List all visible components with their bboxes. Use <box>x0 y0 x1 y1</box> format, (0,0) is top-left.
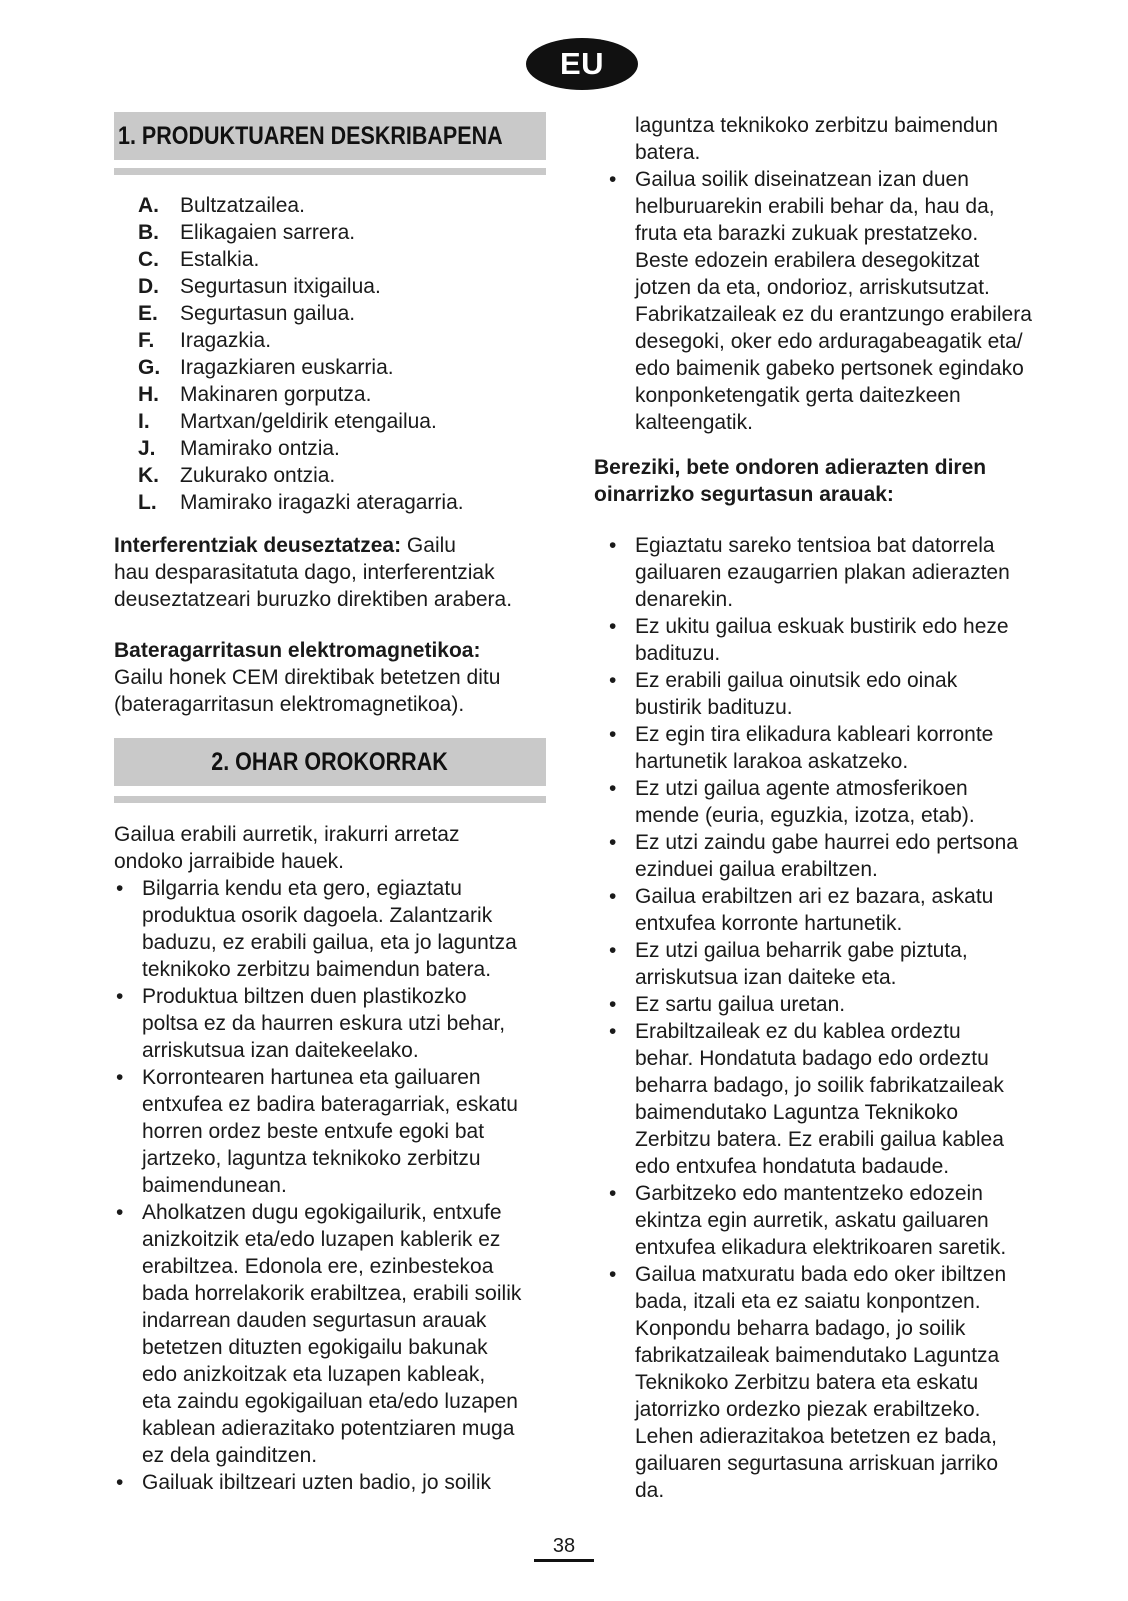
part-label: Mamirako iragazki ateragarria. <box>180 491 464 514</box>
bullet-icon: • <box>609 993 617 1016</box>
bullet-icon: • <box>609 831 617 854</box>
safety-heading-line-2: oinarrizko segurtasun arauak: <box>594 483 894 506</box>
interference-line-2: hau desparasitatuta dago, interferentziak <box>114 561 495 584</box>
bullet-line: desegoki, oker edo arduragabeagatik eta/ <box>635 330 1023 353</box>
bullet-line: baduzu, ez erabili gailua, eta jo laguntza <box>142 931 517 954</box>
part-letter: F. <box>138 329 155 352</box>
bullet-line: Gailua soilik diseinatzean izan duen <box>635 168 969 191</box>
parts-list-item <box>138 327 464 354</box>
bullet-line: betetzen dituzten egokigailu bakunak <box>142 1336 488 1359</box>
part-letter: C. <box>138 248 159 271</box>
bullet-line: Gailua matxuratu bada edo oker ibiltzen <box>635 1263 1007 1286</box>
safety-rules-list <box>607 532 1057 1504</box>
bullet-icon: • <box>609 939 617 962</box>
part-letter: E. <box>138 302 158 325</box>
bullet-line: Ez erabili gailua oinutsik edo oinak <box>635 669 958 692</box>
bullet-line: helburuarekin erabili behar da, hau da, <box>635 195 995 218</box>
bullet-line: indarrean dauden segurtasun arauak <box>142 1309 487 1332</box>
part-letter: J. <box>138 437 156 460</box>
part-letter: H. <box>138 383 159 406</box>
bullet-text <box>635 721 1057 775</box>
bullet-line: Konpondu beharra badago, jo soilik <box>635 1317 966 1340</box>
bullet-line: denarekin. <box>635 588 734 611</box>
parts-list-item <box>138 354 464 381</box>
bullet-line: baimendutako Laguntza Teknikoko <box>635 1101 959 1124</box>
bullet-icon: • <box>609 1182 617 1205</box>
bullet-line: kablean adierazitako potentziaren muga <box>142 1417 515 1440</box>
bullet-item <box>114 983 546 1064</box>
parts-list-item <box>138 489 464 516</box>
parts-list-item <box>138 192 464 219</box>
bullet-line: entxufea ez badira bateragarriak, eskatu <box>142 1093 518 1116</box>
usage-warning-list <box>607 166 1057 436</box>
bullet-line: bada, itzali eta ez saiatu konpontzen. <box>635 1290 981 1313</box>
bullet-item <box>607 166 1057 436</box>
bullet-line: Lehen adierazitakoa betetzen ez bada, <box>635 1425 997 1448</box>
safety-heading-line-1: Bereziki, bete ondoren adierazten diren <box>594 456 987 479</box>
bullet-line: ez dela gainditzen. <box>142 1444 318 1467</box>
interference-note <box>114 532 546 613</box>
part-letter: K. <box>138 464 159 487</box>
part-label: Iragazkia. <box>180 329 272 352</box>
continued-line-1: laguntza teknikoko zerbitzu baimendun <box>635 114 999 137</box>
part-letter: B. <box>138 221 159 244</box>
bullet-item <box>114 875 546 983</box>
bullet-text <box>635 991 1057 1018</box>
bullet-icon: • <box>609 777 617 800</box>
section-1-title: 1. PRODUKTUAREN DESKRIBAPENA <box>118 121 503 150</box>
bullet-line: Korrontearen hartunea eta gailuaren <box>142 1066 481 1089</box>
page-number-underline <box>534 1559 594 1562</box>
bullet-item <box>607 532 1057 613</box>
safety-heading <box>594 454 1044 508</box>
bullet-icon: • <box>609 723 617 746</box>
bullet-line: Gailuak ibiltzeari uzten badio, jo soilik <box>142 1471 492 1494</box>
bullet-line: Ez utzi gailua beharrik gabe piztuta, <box>635 939 968 962</box>
bullet-line: gailuaren ezaugarrien plakan adierazten <box>635 561 1010 584</box>
bullet-line: mende (euria, eguzkia, izotza, etab). <box>635 804 975 827</box>
parts-list-item <box>138 300 464 327</box>
bullet-line: Ez ukitu gailua eskuak bustirik edo heze <box>635 615 1009 638</box>
bullet-icon: • <box>609 534 617 557</box>
bullet-text <box>142 1199 546 1469</box>
bullet-line: produktua osorik dagoela. Zalantzarik <box>142 904 493 927</box>
bullet-line: Teknikoko Zerbitzu batera eta eskatu <box>635 1371 979 1394</box>
bullet-line: entxufea korronte hartunetik. <box>635 912 903 935</box>
bullet-text <box>635 1180 1057 1261</box>
bullet-line: entxufea elikadura elektrikoaren saretik. <box>635 1236 1007 1259</box>
part-label: Segurtasun gailua. <box>180 302 356 325</box>
bullet-line: edo baimenik gabeko pertsonek egindako <box>635 357 1024 380</box>
parts-list-item <box>138 381 464 408</box>
bullet-text <box>635 937 1057 991</box>
bullet-item <box>114 1469 546 1496</box>
bullet-line: Ez sartu gailua uretan. <box>635 993 846 1016</box>
bullet-line: arriskutsua izan daitekeelako. <box>142 1039 419 1062</box>
parts-list-item <box>138 435 464 462</box>
section-1-rule <box>114 168 546 175</box>
bullet-line: anizkoitzik eta/edo luzapen kablerik ez <box>142 1228 501 1251</box>
emc-label: Bateragarritasun elektromagnetikoa: <box>114 639 481 662</box>
bullet-line: edo entxufea hondatuta badaude. <box>635 1155 950 1178</box>
language-badge: EU <box>526 38 638 90</box>
section-2-title: 2. OHAR OROKORRAK <box>211 747 449 776</box>
bullet-item <box>607 613 1057 667</box>
general-warnings-list <box>114 875 546 1496</box>
section-1-heading <box>114 112 546 160</box>
bullet-line: Zerbitzu batera. Ez erabili gailua kablea <box>635 1128 1004 1151</box>
part-letter: I. <box>138 410 150 433</box>
bullet-line: edo anizkoitzak eta luzapen kableak, <box>142 1363 486 1386</box>
bullet-item <box>607 883 1057 937</box>
bullet-line: behar. Hondatuta badago edo ordeztu <box>635 1047 989 1070</box>
bullet-text <box>635 613 1057 667</box>
bullet-text <box>635 829 1057 883</box>
interference-line-1: Gailu <box>401 534 456 557</box>
bullet-line: fruta eta barazki zukuak prestatzeko. <box>635 222 979 245</box>
bullet-item <box>114 1064 546 1199</box>
bullet-icon: • <box>116 1066 124 1089</box>
bullet-line: kalteengatik. <box>635 411 753 434</box>
bullet-text <box>635 1261 1057 1504</box>
interference-label: Interferentziak deuseztatzea: <box>114 534 402 557</box>
bullet-line: konponketengatik gerta daitezkeen <box>635 384 961 407</box>
bullet-item <box>607 1261 1057 1504</box>
part-letter: A. <box>138 194 159 217</box>
bullet-text <box>142 1469 546 1496</box>
bullet-item <box>607 1180 1057 1261</box>
part-label: Makinaren gorputza. <box>180 383 372 406</box>
bullet-line: Egiaztatu sareko tentsioa bat datorrela <box>635 534 995 557</box>
bullet-icon: • <box>609 615 617 638</box>
bullet-line: fabrikatzaileak baimendutako Laguntza <box>635 1344 1000 1367</box>
bullet-line: bustirik badituzu. <box>635 696 793 719</box>
part-letter: L. <box>138 491 157 514</box>
bullet-text <box>635 883 1057 937</box>
bullet-icon: • <box>116 877 124 900</box>
section-2-intro <box>114 821 546 875</box>
bullet-text <box>635 775 1057 829</box>
parts-list-item <box>138 273 464 300</box>
bullet-line: hartunetik larakoa askatzeko. <box>635 750 909 773</box>
bullet-line: bada horrelakorik erabiltzea, erabili soilik <box>142 1282 522 1305</box>
bullet-item <box>114 1199 546 1469</box>
page-number: 38 <box>552 1535 576 1557</box>
intro-line-2: ondoko jarraibide hauek. <box>114 850 344 873</box>
part-label: Elikagaien sarrera. <box>180 221 356 244</box>
bullet-text <box>142 983 546 1064</box>
bullet-line: jotzen da eta, ondorioz, arriskutsutzat. <box>635 276 990 299</box>
bullet-line: beharra badago, jo soilik fabrikatzaileak <box>635 1074 1004 1097</box>
emc-line-2: (bateragarritasun elektromagnetikoa). <box>114 693 465 716</box>
bullet-item <box>607 937 1057 991</box>
bullet-item <box>607 829 1057 883</box>
bullet-item <box>607 775 1057 829</box>
bullet-icon: • <box>609 168 617 191</box>
parts-list-item <box>138 246 464 273</box>
bullet-text <box>142 875 546 983</box>
parts-list-item <box>138 408 464 435</box>
interference-line-3: deuseztatzeari buruzko direktiben arabera. <box>114 588 513 611</box>
bullet-line: Beste edozein erabilera desegokitzat <box>635 249 980 272</box>
bullet-line: jatorrizko ordezko piezak erabiltzeko. <box>635 1398 981 1421</box>
bullet-icon: • <box>116 1471 124 1494</box>
bullet-icon: • <box>609 1263 617 1286</box>
intro-line-1: Gailua erabili aurretik, irakurri arretaz <box>114 823 460 846</box>
part-label: Estalkia. <box>180 248 260 271</box>
bullet-icon: • <box>116 985 124 1008</box>
bullet-line: Aholkatzen dugu egokigailurik, entxufe <box>142 1201 502 1224</box>
bullet-line: poltsa ez da haurren eskura utzi behar, <box>142 1012 506 1035</box>
parts-list-item <box>138 462 464 489</box>
bullet-line: baimendunean. <box>142 1174 287 1197</box>
bullet-item <box>607 991 1057 1018</box>
section-2-rule <box>114 796 546 803</box>
part-label: Iragazkiaren euskarria. <box>180 356 394 379</box>
section-2-heading <box>114 738 546 786</box>
bullet-line: Garbitzeko edo mantentzeko edozein <box>635 1182 983 1205</box>
emc-note <box>114 637 546 718</box>
bullet-line: Fabrikatzaileak ez du erantzungo erabilera <box>635 303 1032 326</box>
bullet-line: gailuaren segurtasuna arriskuan jarriko <box>635 1452 999 1475</box>
bullet-line: da. <box>635 1479 665 1502</box>
bullet-text <box>142 1064 546 1199</box>
bullet-line: Ez utzi zaindu gabe haurrei edo pertsona <box>635 831 1018 854</box>
parts-list-item <box>138 219 464 246</box>
bullet-text <box>635 532 1057 613</box>
bullet-line: Ez egin tira elikadura kableari korronte <box>635 723 994 746</box>
bullet-line: jartzeko, laguntza teknikoko zerbitzu <box>142 1147 481 1170</box>
bullet-text <box>635 1018 1057 1180</box>
bullet-icon: • <box>609 885 617 908</box>
continued-line-2: batera. <box>635 141 701 164</box>
bullet-item <box>607 1018 1057 1180</box>
bullet-line: horren ordez beste entxufe egoki bat <box>142 1120 485 1143</box>
bullet-item <box>607 667 1057 721</box>
continued-text <box>607 112 1057 166</box>
part-label: Bultzatzailea. <box>180 194 305 217</box>
bullet-line: Produktua biltzen duen plastikozko <box>142 985 467 1008</box>
bullet-line: Erabiltzaileak ez du kablea ordeztu <box>635 1020 961 1043</box>
part-letter: G. <box>138 356 161 379</box>
bullet-icon: • <box>609 1020 617 1043</box>
bullet-line: arriskutsua izan daiteke eta. <box>635 966 897 989</box>
bullet-line: Gailua erabiltzen ari ez bazara, askatu <box>635 885 994 908</box>
bullet-icon: • <box>609 669 617 692</box>
part-label: Mamirako ontzia. <box>180 437 340 460</box>
bullet-line: eta zaindu egokigailuan eta/edo luzapen <box>142 1390 518 1413</box>
bullet-text <box>635 166 1057 436</box>
bullet-item <box>607 721 1057 775</box>
parts-list <box>138 192 464 516</box>
bullet-line: badituzu. <box>635 642 721 665</box>
part-label: Segurtasun itxigailua. <box>180 275 381 298</box>
bullet-text <box>635 667 1057 721</box>
bullet-line: ekintza egin aurretik, askatu gailuaren <box>635 1209 989 1232</box>
emc-line-1: Gailu honek CEM direktibak betetzen ditu <box>114 666 501 689</box>
bullet-line: Bilgarria kendu eta gero, egiaztatu <box>142 877 462 900</box>
bullet-line: erabiltzea. Edonola ere, ezinbestekoa <box>142 1255 494 1278</box>
part-label: Zukurako ontzia. <box>180 464 336 487</box>
bullet-line: Ez utzi gailua agente atmosferikoen <box>635 777 968 800</box>
bullet-line: ezinduei gailua erabiltzen. <box>635 858 878 881</box>
bullet-line: teknikoko zerbitzu baimendun batera. <box>142 958 492 981</box>
bullet-icon: • <box>116 1201 124 1224</box>
part-letter: D. <box>138 275 159 298</box>
part-label: Martxan/geldirik etengailua. <box>180 410 437 433</box>
